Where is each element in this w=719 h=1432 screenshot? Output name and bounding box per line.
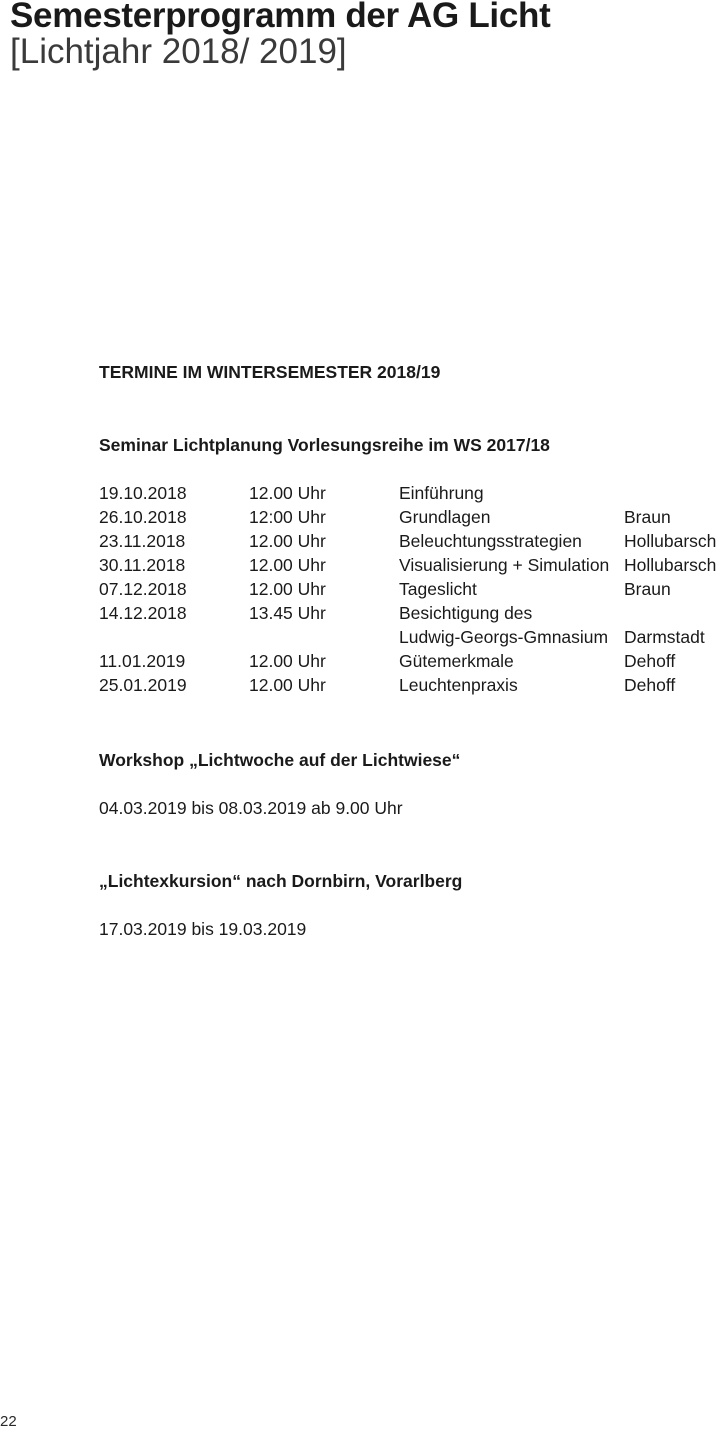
schedule-date: 25.01.2019	[99, 675, 187, 695]
schedule-time: 12.00 Uhr	[249, 483, 326, 503]
schedule-row	[99, 553, 719, 577]
page-subtitle: [Lichtjahr 2018/ 2019]	[10, 32, 347, 71]
schedule-date: 30.11.2018	[99, 555, 186, 575]
schedule-topic: Tageslicht	[399, 579, 477, 599]
schedule-date: 07.12.2018	[99, 579, 187, 599]
page-number: 22	[0, 1413, 17, 1430]
schedule-topic: Einführung	[399, 483, 484, 503]
workshop-date: 04.03.2019 bis 08.03.2019 ab 9.00 Uhr	[99, 798, 403, 818]
schedule-time: 12.00 Uhr	[249, 651, 326, 671]
schedule-time: 12:00 Uhr	[249, 507, 326, 527]
schedule-time: 13.45 Uhr	[249, 603, 326, 623]
schedule-speaker: Braun	[624, 507, 671, 527]
schedule-time: 12.00 Uhr	[249, 555, 326, 575]
schedule-date: 19.10.2018	[99, 483, 187, 503]
schedule-row	[99, 529, 719, 553]
schedule-speaker: Braun	[624, 579, 671, 599]
schedule-time: 12.00 Uhr	[249, 531, 326, 551]
schedule-topic: Leuchtenpraxis	[399, 675, 518, 695]
schedule-row	[99, 601, 719, 625]
schedule-row	[99, 505, 719, 529]
schedule-topic: Beleuchtungsstrategien	[399, 531, 582, 551]
schedule-speaker: Darmstadt	[624, 627, 705, 647]
seminar-title: Seminar Lichtplanung Vorlesungsreihe im WS 2017/18	[99, 435, 550, 455]
schedule-date: 14.12.2018	[99, 603, 187, 623]
schedule-topic: Gütemerkmale	[399, 651, 514, 671]
excursion-date: 17.03.2019 bis 19.03.2019	[99, 919, 307, 939]
schedule-date: 26.10.2018	[99, 507, 187, 527]
schedule-row	[99, 649, 719, 673]
schedule-speaker: Dehoff	[624, 675, 676, 695]
schedule-date: 23.11.2018	[99, 531, 186, 551]
schedule-time: 12.00 Uhr	[249, 579, 326, 599]
schedule-table	[99, 481, 719, 697]
schedule-row	[99, 577, 719, 601]
schedule-date: 11.01.2019	[99, 651, 186, 671]
page-title: Semesterprogramm der AG Licht	[10, 0, 551, 35]
schedule-topic: Grundlagen	[399, 507, 491, 527]
schedule-speaker: Hollubarsch	[624, 555, 717, 575]
schedule-row	[99, 673, 719, 697]
schedule-topic: Ludwig-Georgs-Gmnasium	[399, 627, 609, 647]
schedule-row	[99, 481, 719, 505]
schedule-topic: Besichtigung des	[399, 603, 533, 623]
workshop-title: Workshop „Lichtwoche auf der Lichtwiese“	[99, 750, 461, 770]
schedule-speaker: Hollubarsch	[624, 531, 717, 551]
schedule-speaker: Dehoff	[624, 651, 676, 671]
section-heading: TERMINE IM WINTERSEMESTER 2018/19	[99, 362, 441, 382]
schedule-topic: Visualisierung + Simulation	[399, 555, 610, 575]
schedule-row	[99, 625, 719, 649]
excursion-title: „Lichtexkursion“ nach Dornbirn, Vorarlberg	[99, 871, 463, 891]
schedule-time: 12.00 Uhr	[249, 675, 326, 695]
